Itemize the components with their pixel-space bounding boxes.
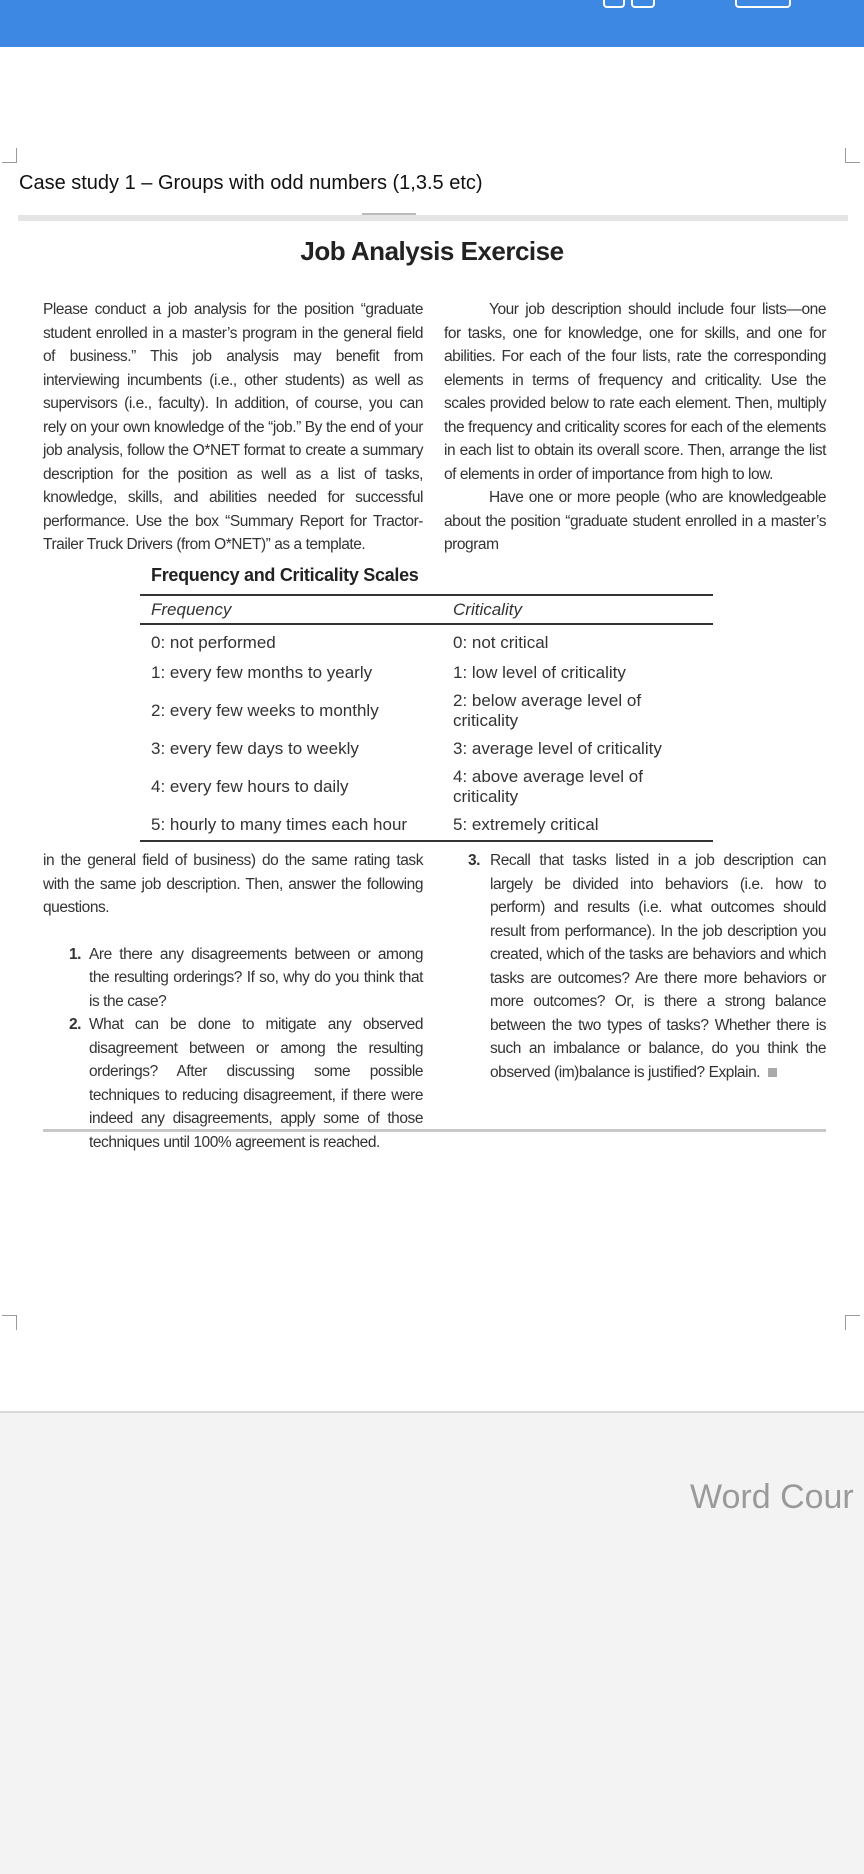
scales-title: Frequency and Criticality Scales: [151, 565, 419, 585]
questions-left-column: [43, 849, 423, 1154]
criticality-cell: 0: not critical: [453, 633, 549, 652]
intro-paragraph: Please conduct a job analysis for the position “graduate student enrolled in a master’s program in the general field of business.” This job analysis may benefit from interviewing incumbents (i.e., other students) as well as supervisors (i.e., faculty). In addition, of course, you can rely on your own knowledge of the “job.” By the end of your job analysis, follow the O*NET format to create a summary description for the position as well as a list of tasks, knowledge, skills, and abilities needed for successful performance. Use the box “Summary Report for Tractor-Trailer Truck Drivers (from O*NET)” as a template.: [43, 301, 423, 553]
frequency-cell: 2: every few weeks to monthly: [151, 701, 379, 720]
crop-mark-top-right: [845, 148, 860, 163]
question-item: [43, 943, 423, 1014]
image-bottom-rule: [43, 1129, 826, 1132]
frequency-cell: 4: every few hours to daily: [151, 777, 349, 796]
scales-header-row: [140, 595, 713, 624]
questions-right-column: [468, 849, 826, 1084]
crop-mark-bottom-right: [845, 1315, 860, 1330]
table-row: [140, 734, 713, 764]
case-study-heading[interactable]: Case study 1 – Groups with odd numbers (1,3.5 etc): [19, 172, 483, 194]
frequency-cell: 0: not performed: [151, 633, 276, 652]
intro-right-column: [444, 298, 826, 557]
frequency-header: Frequency: [151, 600, 232, 619]
question-number: 3.: [468, 852, 481, 869]
question-item: [468, 849, 826, 1084]
image-top-rule: [18, 215, 848, 221]
table-row: [140, 658, 713, 688]
scales-table: [140, 594, 713, 842]
toolbar-button-1[interactable]: [603, 0, 625, 8]
frequency-cell: 5: hourly to many times each hour: [151, 815, 408, 834]
question-number: 1.: [69, 945, 82, 963]
question-list: [43, 943, 423, 1155]
criticality-cell: 2: below average level of criticality: [453, 691, 642, 730]
toolbar-button-2[interactable]: [631, 0, 655, 8]
question-list-continued: [468, 849, 826, 1084]
question-item: [43, 1013, 423, 1154]
criticality-header: Criticality: [453, 600, 522, 619]
criticality-cell: 4: above average level of criticality: [453, 767, 643, 806]
criticality-cell: 3: average level of criticality: [453, 739, 662, 758]
criticality-cell: 1: low level of criticality: [453, 663, 626, 682]
question-text: Recall that tasks listed in a job description can largely be divided into behaviors (i.e. how to perform) and results (i.e. what outcomes should result from performance). In the job description you created, which of the tasks are behaviors and which tasks are outcomes? Are there more behaviors or more outcomes? Or, is there a strong balance between the two types of tasks? Whether there is such an imbalance or balance, do you think the observed (im)balance is justified? Explain.: [490, 852, 826, 1081]
intro-left-column: [43, 298, 423, 557]
question-number: 2.: [69, 1016, 82, 1033]
scales-box: [140, 565, 713, 842]
table-row: [140, 688, 713, 734]
crop-mark-bottom-left: [2, 1315, 17, 1330]
rating-task-paragraph: Have one or more people (who are knowledgeable about the position “graduate student enrolled in a master’s program: [444, 489, 826, 553]
frequency-cell: 3: every few days to weekly: [151, 739, 359, 758]
frequency-cell: 1: every few months to yearly: [151, 663, 373, 682]
crop-mark-top-left: [2, 148, 17, 163]
toolbar-button-3[interactable]: [735, 0, 791, 8]
table-row: [140, 810, 713, 841]
exercise-title: Job Analysis Exercise: [300, 236, 564, 266]
question-text: Are there any disagreements between or among the resulting orderings? If so, why do you think that is the case?: [89, 945, 423, 1010]
image-top-tick: [362, 213, 416, 215]
table-row: [140, 764, 713, 810]
continuation-paragraph: in the general field of business) do the same rating task with the same job description. Then, answer the following questions.: [43, 852, 423, 916]
job-description-paragraph: Your job description should include four lists—one for tasks, one for knowledge, one for skills, and one for abilities. For each of the four lists, rate the corresponding elements in terms of frequency and criticality. Use the scales provided below to rate each element. Then, multiply the frequency and criticality scores for each of the elements in each list to obtain its overall score. Then, arrange the list of elements in order of importance from high to low.: [444, 301, 826, 483]
top-app-bar: [0, 0, 864, 47]
end-mark-icon: [768, 1068, 777, 1077]
table-row: [140, 624, 713, 658]
question-text: What can be done to mitigate any observed disagreement between or among the resulting orderings? After discussing some possible techniques to reducing disagreement, if there were indeed any disagreements, apply some of those techniques until 100% agreement is reached.: [89, 1016, 423, 1151]
criticality-cell: 5: extremely critical: [453, 815, 599, 834]
word-count-label[interactable]: Word Cour: [690, 1478, 854, 1516]
